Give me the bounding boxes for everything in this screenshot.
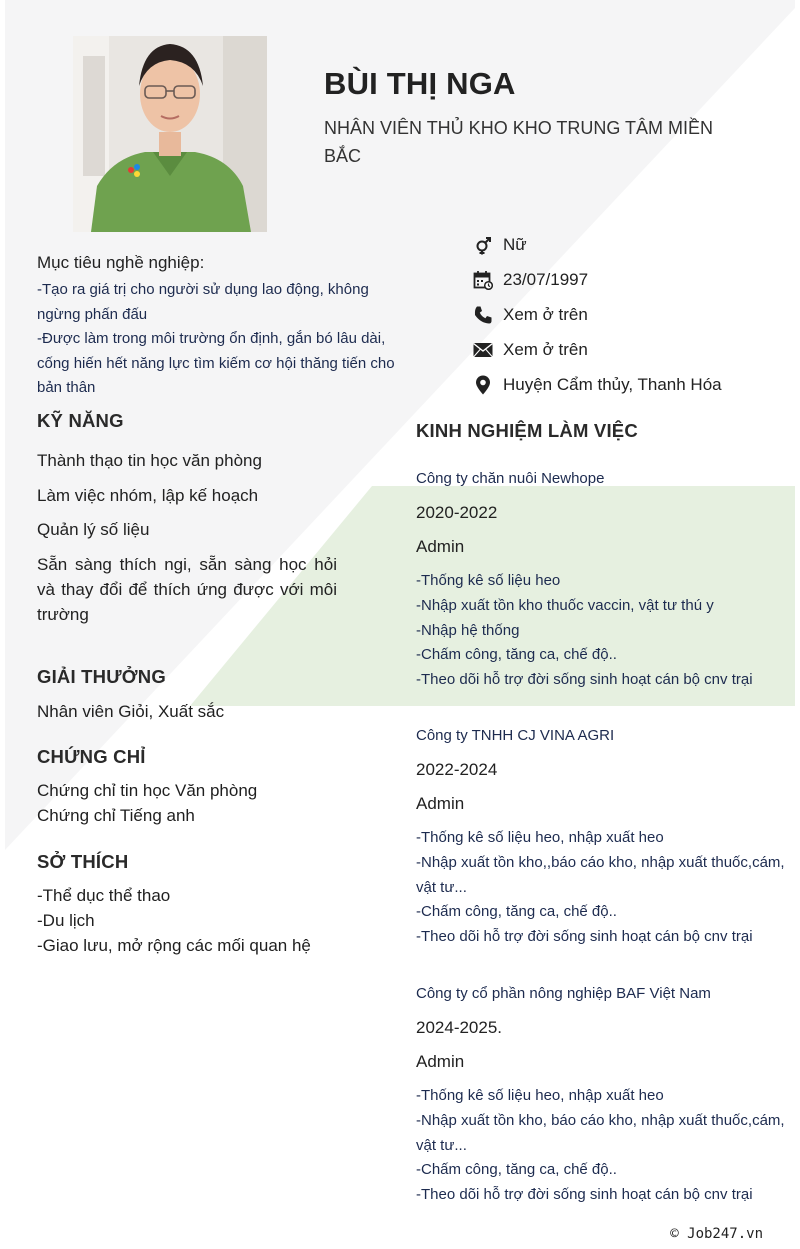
job-title: NHÂN VIÊN THỦ KHO KHO TRUNG TÂM MIỀN BẮC [324,118,714,166]
footer-watermark: © Job247.vn [670,1226,763,1242]
experience-detail-line: -Nhập xuất tồn kho thuốc vaccin, vật tư thú y [416,596,714,614]
skills-list [37,448,337,636]
experience-detail-line: -Thống kê số liệu heo [416,572,561,589]
experience-period: 2020-2022 [416,503,498,522]
mail-icon [472,339,494,361]
certificate-item: Chứng chỉ tin học Văn phòng [37,781,258,800]
hobby-item: -Du lịch [37,911,95,930]
contact-email [472,332,792,367]
experience-period: 2022-2024 [416,760,498,779]
contact-gender [472,228,792,263]
experience-entry-3 [416,982,786,1208]
experience-heading: KINH NGHIỆM LÀM VIỆC [416,420,638,441]
contact-address-value: Huyện Cẩm thủy, Thanh Hóa [503,374,722,394]
certificates-heading: CHỨNG CHỈ [37,746,146,767]
career-goal-label: Mục tiêu nghề nghiệp: [37,253,205,272]
skill-item: Làm việc nhóm, lập kế hoạch [37,485,259,505]
contact-birthday [472,263,792,298]
experience-detail-line: -Thống kê số liệu heo, nhập xuất heo [416,829,664,846]
calendar-icon [472,269,494,291]
experience-detail-line: -Chấm công, tăng ca, chế độ.. [416,1161,617,1179]
career-goal-line: -Được làm trong môi trường ổn định, gắn bó lâu dài, cống hiến hết năng lực tìm kiếm cơ hội thăng tiến cho bản thân [37,330,395,397]
experience-role: Admin [416,1052,465,1071]
experience-company: Công ty chăn nuôi Newhope [416,470,605,487]
experience-entry-1 [416,467,786,693]
contact-gender-value: Nữ [503,235,527,255]
experience-company: Công ty cổ phần nông nghiệp BAF Việt Nam [416,985,711,1002]
candidate-name: BÙI THỊ NGA [324,66,516,101]
experience-detail-line: -Nhập xuất tồn kho,,báo cáo kho, nhập xuất thuốc,cám, vật tư... [416,853,785,896]
contact-info [472,228,792,402]
certificate-item: Chứng chỉ Tiếng anh [37,806,195,825]
experience-entry-2 [416,724,786,950]
experience-period: 2024-2025. [416,1018,503,1037]
profile-photo [73,36,267,232]
contact-phone [472,298,792,333]
experience-detail-line: -Theo dõi hỗ trợ đời sống sinh hoạt cán bộ cnv trại [416,1186,753,1204]
phone-icon [472,304,494,326]
contact-birthday-value: 23/07/1997 [503,270,589,290]
contact-address [472,367,792,402]
experience-details [416,1084,786,1208]
experience-detail-line: -Theo dõi hỗ trợ đời sống sinh hoạt cán bộ cnv trại [416,671,753,689]
experience-detail-line: -Chấm công, tăng ca, chế độ.. [416,646,617,664]
experience-detail-line: -Nhập hệ thống [416,621,520,639]
skill-item: Sẵn sàng thích ngi, sẵn sàng học hỏi và thay đổi để thích ứng được với môi trường [37,554,337,624]
experience-detail-line: -Theo dõi hỗ trợ đời sống sinh hoạt cán bộ cnv trại [416,928,753,946]
career-goal-text [37,278,412,401]
experience-detail-line: -Thống kê số liệu heo, nhập xuất heo [416,1087,664,1104]
gender-icon [472,234,494,256]
experience-company: Công ty TNHH CJ VINA AGRI [416,727,615,744]
contact-phone-value: Xem ở trên [503,304,588,324]
certificates-list [37,778,257,828]
experience-role: Admin [416,794,465,813]
award-item: Nhân viên Giỏi, Xuất sắc [37,702,225,721]
experience-detail-line: -Nhập xuất tồn kho, báo cáo kho, nhập xuất thuốc,cám, vật tư... [416,1111,785,1154]
career-goal-line: -Tạo ra giá trị cho người sử dụng lao động, không ngừng phấn đấu [37,281,369,323]
hobbies-list [37,883,311,958]
hobbies-heading: SỞ THÍCH [37,851,129,872]
experience-role: Admin [416,537,465,556]
hobby-item: -Thể dục thể thao [37,886,171,905]
experience-details [416,826,786,950]
experience-details [416,569,786,693]
awards-heading: GIẢI THƯỞNG [37,666,166,687]
experience-detail-line: -Chấm công, tăng ca, chế độ.. [416,903,617,921]
awards-list [37,699,224,724]
skill-item: Quản lý số liệu [37,520,150,539]
skills-heading: KỸ NĂNG [37,410,124,431]
contact-email-value: Xem ở trên [503,339,588,359]
location-pin-icon [472,374,494,396]
skill-item: Thành thạo tin học văn phòng [37,451,262,470]
hobby-item: -Giao lưu, mở rộng các mối quan hệ [37,936,311,955]
